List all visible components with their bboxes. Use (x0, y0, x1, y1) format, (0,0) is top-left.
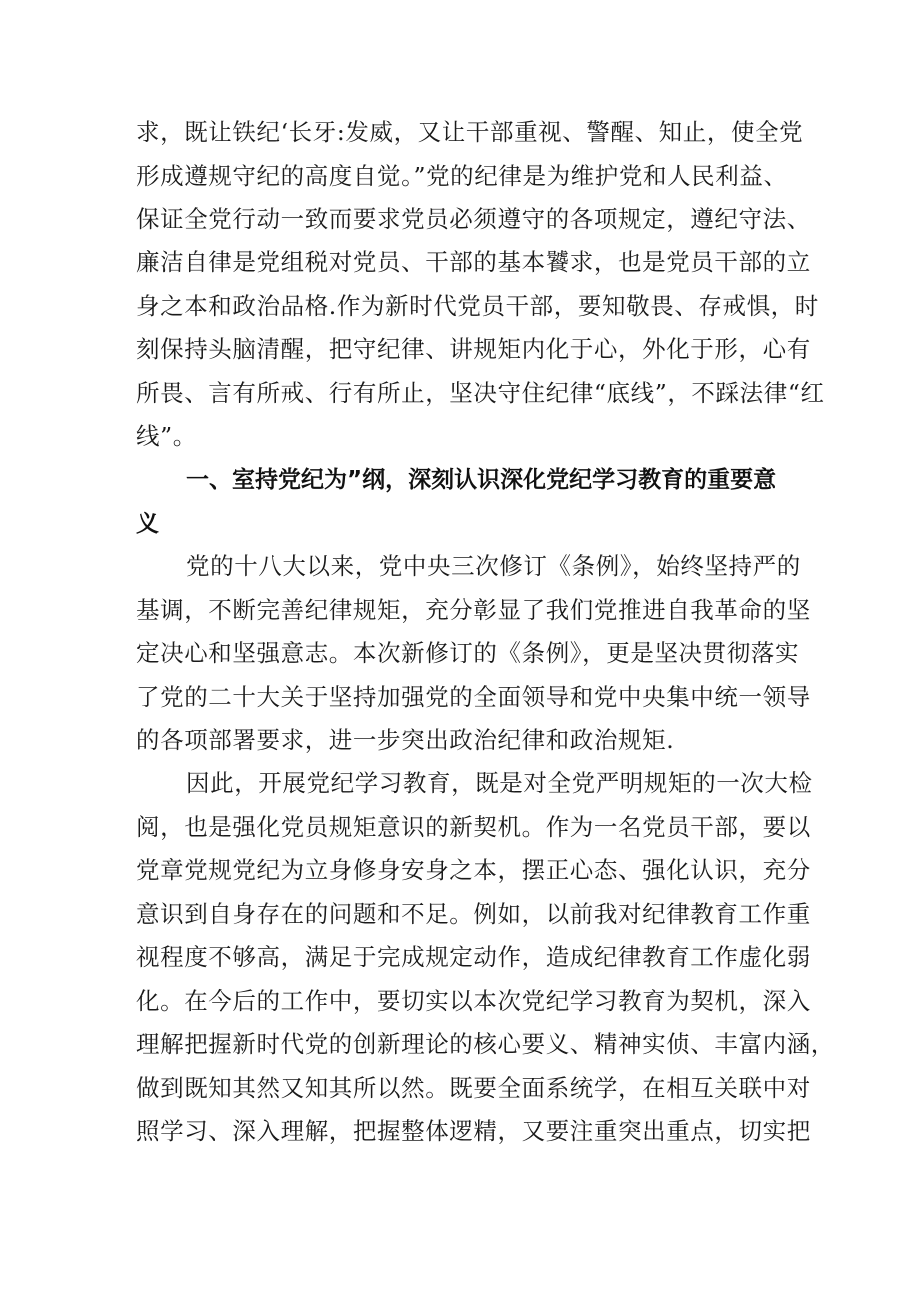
paragraph-2-line-5: 的各项部署要求，进一步突出政治纪律和政治规矩. (136, 726, 675, 754)
paragraph-3-line-2: 阅，也是强化党员规矩意识的新契机。作为一名党员干部，要以 (136, 813, 811, 841)
paragraph-3-line-7: 理解把握新时代党的创新理论的核心要义、精神实侦、丰富内涵， (136, 1030, 835, 1058)
paragraph-2-line-4: 了党的二十大关于坚持加强党的全面领导和党中央集中统一领导 (136, 683, 811, 711)
paragraph-3-line-8: 做到既知其然又知其所以然。既要全面系统学，在相互关联中对 (136, 1074, 811, 1102)
body-line-1: 求，既让铁纪‘长牙:发威，又让干部重视、警醒、知止，使全党 (136, 118, 804, 146)
body-line-5: 身之本和政治品格.作为新时代党员干部，要知敬畏、存戒惧，时 (136, 292, 819, 320)
body-line-7: 所畏、言有所戒、行有所止，坚决守住纪律“底线”，不踩法律“红 (136, 379, 825, 407)
paragraph-3-line-1: 因此，开展党纪学习教育，既是对全党严明规矩的一次大检 (186, 769, 813, 797)
body-line-3: 保证全党行动一致而要求党员必须遵守的各项规定，遵纪守法、 (136, 205, 811, 233)
section-heading: 一、室持党纪为”纲，深刻认识深化党纪学习教育的重要意 (186, 467, 777, 493)
body-line-6: 刻保持头脑清醒，把守纪律、讲规矩内化于心，外化于形，心有 (136, 335, 811, 363)
paragraph-2-line-2: 基调，不断完善纪律规矩，充分彰显了我们党推进自我革命的坚 (136, 596, 811, 624)
paragraph-3-line-9: 照学习、深入理解，把握整体逻精，又要注重突出重点，切实把 (136, 1117, 811, 1145)
paragraph-3-line-5: 视程度不够高，满足于完成规定动作，造成纪律教育工作虚化弱 (136, 943, 811, 971)
body-line-2: 形成遵规守纪的高度自觉。”党的纪律是为维护党和人民利益、 (136, 162, 788, 190)
paragraph-3-line-3: 党章党规党纪为立身修身安身之本，摆正心态、强化认识，充分 (136, 856, 811, 884)
section-heading-continued: 义 (136, 511, 159, 537)
paragraph-3-line-4: 意识到自身存在的问题和不足。例如，以前我对纪律教育工作重 (136, 900, 811, 928)
paragraph-3-line-6: 化。在今后的工作中，要切实以本次党纪学习教育为契机，深入 (136, 987, 811, 1015)
body-line-4: 廉洁自律是党组税对党员、干部的基本饕求，也是党员干部的立 (136, 248, 811, 276)
body-line-8: 线”。 (136, 422, 197, 450)
paragraph-2-line-1: 党的十八大以来，党中央三次修订《条例》，始终坚持严的 (186, 552, 801, 580)
paragraph-2-line-3: 定决心和坚强意志。本次新修订的《条例》，更是坚决贯彻落实 (136, 639, 800, 667)
